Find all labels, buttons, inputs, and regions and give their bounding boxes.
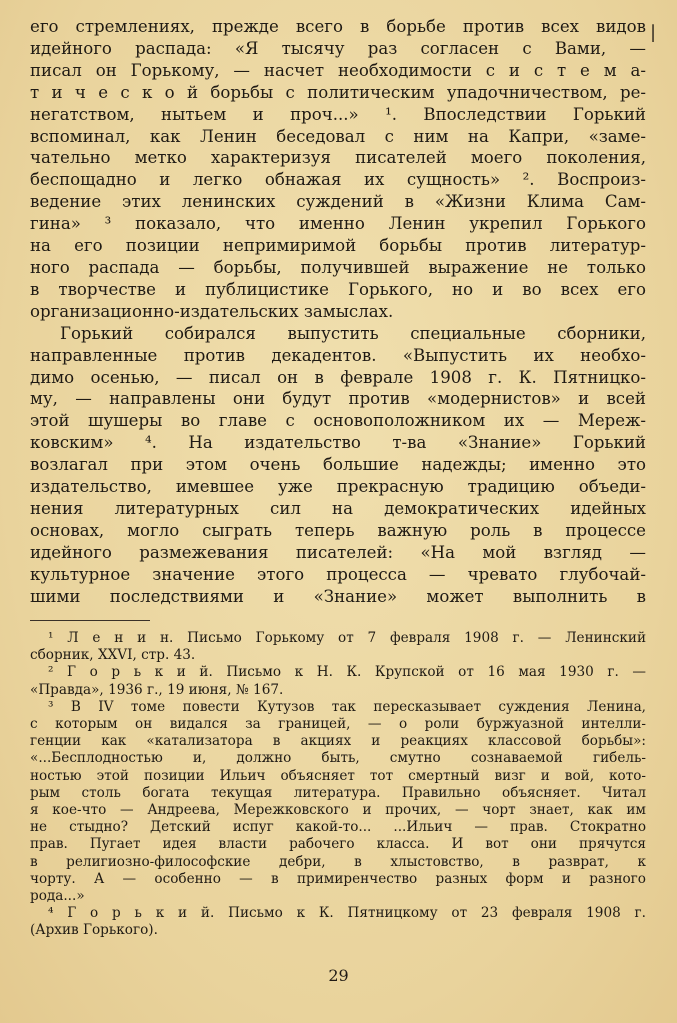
- paragraph-2: [30, 323, 646, 608]
- text-line: Горький собирался выпустить специальные сборники,: [60, 323, 646, 343]
- text-line: организационно-издательских замыслах.: [30, 301, 394, 321]
- text-line: этой шушеры во главе с основоположником их — Мереж-: [30, 411, 646, 431]
- text-line: ведение этих ленинских суждений в «Жизни Клима Сам-: [30, 192, 646, 212]
- text-line: чательно метко характеризуя писателей моего поколения,: [30, 148, 646, 168]
- footnote-line: ⁴ Г о р ь к и й. Письмо к К. Пятницкому от 23 февраля 1908 г.: [48, 905, 646, 922]
- footnote-line: рода...»: [30, 888, 85, 905]
- footnote-line: я кое-что — Андреева, Мережковского и прочих, — чорт знает, как им: [30, 802, 646, 819]
- text-line: издательство, имевшее уже прекрасную традицию объеди-: [30, 477, 646, 497]
- footnote-line: сборник, XXVI, стр. 43.: [30, 647, 196, 664]
- text-line: т и ч е с к о й борьбы с политическим упадочничеством, ре-: [30, 82, 646, 102]
- footnote-line: ностью этой позиции Ильич объясняет тот смертный визг и вой, кото-: [30, 767, 646, 784]
- footnote-2: [30, 664, 646, 698]
- text-line: беспощадно и легко обнажая их сущность» ². Воспроиз-: [30, 170, 646, 190]
- footnote-line: не стыдно? Детский испуг какой-то... ...Ильич — прав. Стократно: [30, 819, 646, 836]
- text-line: идейного размежевания писателей: «На мой взгляд —: [30, 542, 646, 562]
- text-line: на его позиции непримиримой борьбы против литератур-: [30, 236, 646, 256]
- footnote-line: с которым он видался за границей, — о роли буржуазной интелли-: [30, 716, 646, 733]
- footnote-line: чорту. А — особенно — в примиренчество разных форм и разного: [30, 870, 646, 887]
- page-number: 29: [328, 966, 349, 985]
- text-line: му, — направлены они будут против «модернистов» и всей: [30, 389, 646, 409]
- footnote-line: «...Бесплодностью и, должно быть, смутно сознаваемой гибель-: [30, 750, 646, 767]
- footnote-1: [30, 630, 646, 664]
- text-line: димо осенью, — писал он в феврале 1908 г. К. Пятницко-: [30, 367, 646, 387]
- footnote-line: ³ В IV томе повести Кутузов так пересказывает суждения Ленина,: [48, 698, 646, 715]
- margin-mark: |: [650, 22, 657, 43]
- footnote-line: (Архив Горького).: [30, 922, 158, 939]
- text-line: шими последствиями и «Знание» может выполнить в: [30, 586, 646, 606]
- footnote-4: [30, 905, 646, 939]
- main-text: [30, 16, 646, 607]
- text-line: возлагал при этом очень большие надежды; именно это: [30, 455, 646, 475]
- footnotes: [30, 630, 646, 940]
- text-line: ковским» ⁴. На издательство т-ва «Знание» Горький: [30, 433, 646, 453]
- text-line: вспоминал, как Ленин беседовал с ним на Капри, «заме-: [30, 126, 646, 146]
- text-line: идейного распада: «Я тысячу раз согласен с Вами, —: [30, 38, 646, 58]
- text-line: в творчестве и публицистике Горького, но и во всех его: [30, 279, 646, 299]
- footnote-line: в религиозно-философские дебри, в хлыстовство, в разврат, к: [30, 853, 646, 870]
- text-line: писал он Горькому, — насчет необходимости с и с т е м а-: [30, 60, 646, 80]
- footnote-line: рым столь богата текущая литература. Правильно объясняет. Читал: [30, 784, 646, 801]
- footnote-3: [30, 699, 646, 905]
- footnote-line: ¹ Л е н и н. Письмо Горькому от 7 февраля 1908 г. — Ленинский: [48, 630, 646, 646]
- text-line: негатством, нытьем и проч...» ¹. Впоследствии Горький: [30, 104, 646, 124]
- text-line: его стремлениях, прежде всего в борьбе против всех видов: [30, 17, 646, 36]
- footnote-divider: [30, 620, 150, 621]
- footnote-line: ² Г о р ь к и й. Письмо к Н. К. Крупской от 16 мая 1930 г. —: [48, 664, 646, 681]
- text-line: культурное значение этого процесса — чревато глубочай-: [30, 564, 646, 584]
- text-line: направленные против декадентов. «Выпустить их необхо-: [30, 345, 646, 365]
- paragraph-1: [30, 16, 646, 323]
- footnote-line: «Правда», 1936 г., 19 июня, № 167.: [30, 681, 284, 698]
- footnote-line: прав. Пугает идея власти рабочего класса. И вот они прячутся: [30, 836, 646, 853]
- text-line: ного распада — борьбы, получившей выражение не только: [30, 257, 646, 277]
- text-line: нения литературных сил на демократических идейных: [30, 498, 646, 518]
- footnote-line: генции как «катализатора в акциях и реакциях классовой борьбы»:: [30, 733, 646, 750]
- text-line: основах, могло сыграть теперь важную роль в процессе: [30, 520, 646, 540]
- text-line: гина» ³ показало, что именно Ленин укрепил Горького: [30, 214, 646, 234]
